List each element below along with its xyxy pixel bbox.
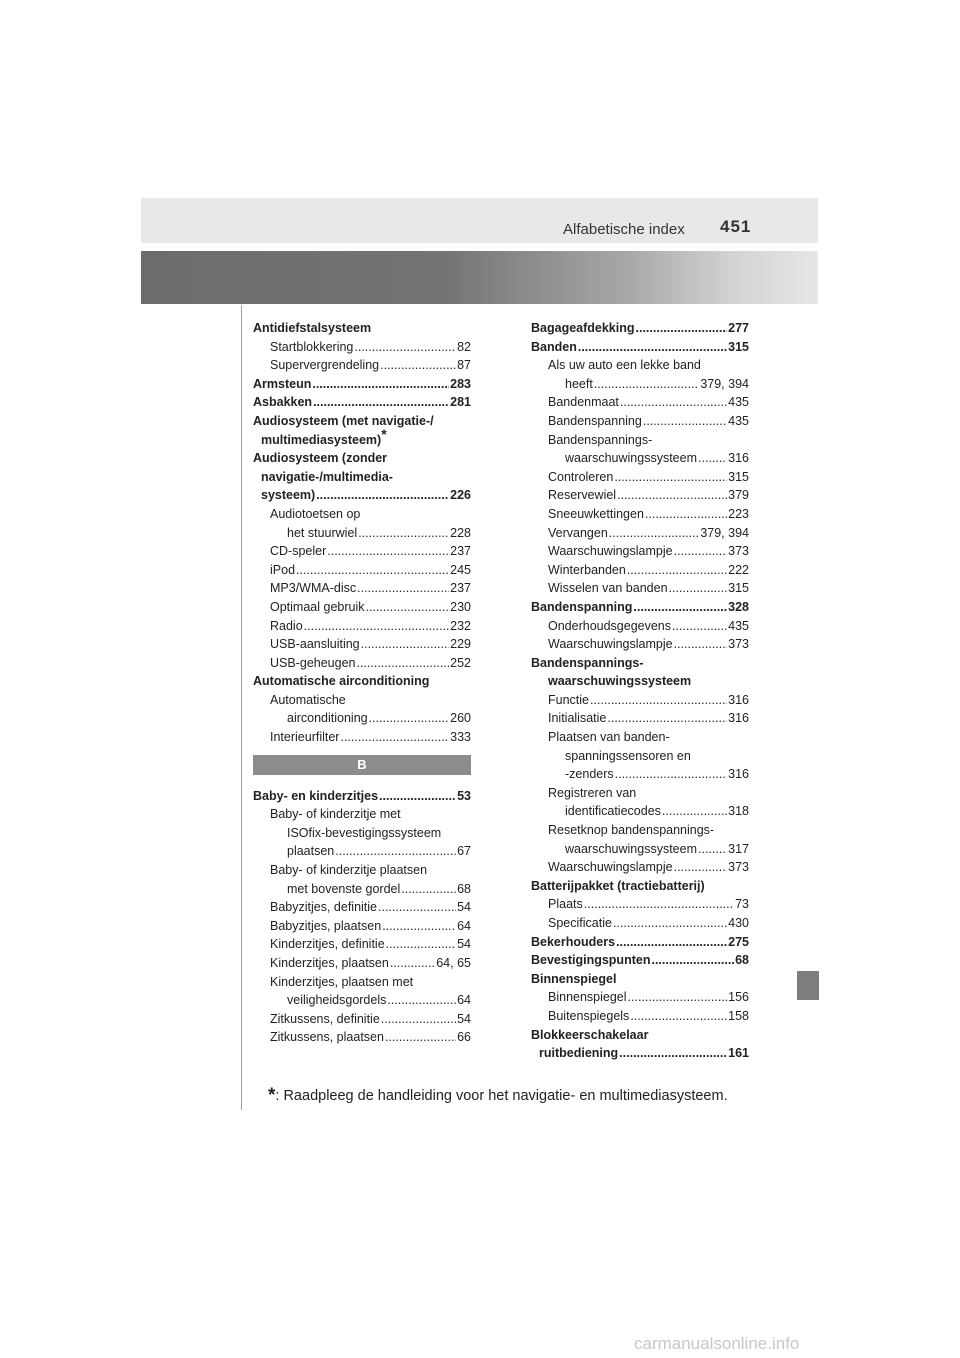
index-subentry: Registreren van [548,785,637,800]
index-heading-continued: multimediasysteem)* [261,425,387,447]
index-heading: Batterijpakket (tractiebatterij) [531,878,705,893]
index-entry[interactable]: USB-geheugen ..... 252 [253,654,471,673]
index-entry[interactable]: Controleren ..... 315 [531,468,749,487]
index-entry[interactable]: Banden ..... 315 [531,338,749,357]
index-entry[interactable]: Reservewiel ..... 379 [531,486,749,505]
index-entry[interactable]: Armsteun ..... 283 [253,375,471,394]
footnote-text: : Raadpleeg de handleiding voor het navigatie- en multimediasysteem. [275,1088,728,1104]
index-heading: Audiosysteem (met navigatie-/ [253,413,434,428]
footnote-asterisk: * [268,1085,276,1106]
index-entry[interactable]: Waarschuwingslampje ..... 373 [531,635,749,654]
index-heading: Audiosysteem (zonder [253,451,388,466]
index-entry[interactable]: het stuurwiel ..... 228 [253,524,471,543]
index-subentry: Kinderzitjes, plaatsen met [270,974,414,989]
index-entry[interactable]: met bovenste gordel ..... 68 [253,880,471,899]
index-subentry: Baby- of kinderzitje met [270,807,401,822]
index-entry[interactable]: Bandenmaat ..... 435 [531,393,749,412]
index-entry[interactable]: Startblokkering ..... 82 [253,338,471,357]
index-heading: Bandenspannings- [531,655,644,670]
index-heading: Binnenspiegel [531,971,617,986]
index-heading: Antidiefstalsysteem [253,321,372,335]
index-entry[interactable]: Optimaal gebruik ..... 230 [253,598,471,617]
index-subentry-continued: spanningssensoren en [565,748,691,763]
index-entry[interactable]: -zenders ..... 316 [531,765,749,784]
index-entry[interactable]: Kinderzitjes, definitie ..... 54 [253,935,471,954]
index-entry[interactable]: veiligheidsgordels ..... 64 [253,991,471,1010]
index-heading: Automatische airconditioning [253,674,430,689]
index-subentry: Bandenspannings- [548,432,653,447]
index-entry[interactable]: Babyzitjes, definitie ..... 54 [253,898,471,917]
index-entry[interactable]: Bandenspanning ..... 435 [531,412,749,431]
index-heading-continued: navigatie-/multimedia- [261,469,393,484]
section-letter-b: B [253,755,471,775]
index-entry[interactable]: waarschuwingssysteem ..... 317 [531,840,749,859]
index-entry[interactable]: airconditioning ..... 260 [253,709,471,728]
header-gradient-bar [141,251,818,304]
index-entry[interactable]: Baby- en kinderzitjes ..... 53 [253,787,471,806]
index-entry[interactable]: Winterbanden ..... 222 [531,561,749,580]
index-entry[interactable]: MP3/WMA-disc ..... 237 [253,579,471,598]
chapter-tab-marker [797,971,819,1000]
index-entry[interactable]: Initialisatie ..... 316 [531,709,749,728]
index-entry[interactable]: ruitbediening ..... 161 [531,1044,749,1063]
index-entry[interactable]: Zitkussens, plaatsen ..... 66 [253,1028,471,1047]
index-entry[interactable]: Buitenspiegels ..... 158 [531,1007,749,1026]
index-subentry: Audiotoetsen op [270,506,361,521]
index-subentry: Plaatsen van banden- [548,730,670,745]
index-subentry-continued: ISOfix-bevestigingssysteem [287,825,442,840]
index-entry[interactable]: Kinderzitjes, plaatsen ..... 64, 65 [253,954,471,973]
footnote [268,1085,728,1107]
page-title: Alfabetische index [563,221,685,238]
index-entry[interactable]: Waarschuwingslampje ..... 373 [531,542,749,561]
index-entry[interactable]: Asbakken ..... 281 [253,393,471,412]
index-entry[interactable]: Radio ..... 232 [253,617,471,636]
index-entry[interactable]: Wisselen van banden ..... 315 [531,579,749,598]
footnote-asterisk: * [381,425,387,442]
index-subentry: Resetknop bandenspannings- [548,823,715,838]
index-entry[interactable]: Bevestigingspunten ..... 68 [531,951,749,970]
page-number: 451 [720,217,752,236]
index-entry[interactable]: Specificatie ..... 430 [531,914,749,933]
index-entry[interactable]: iPod ..... 245 [253,561,471,580]
index-entry[interactable]: Sneeuwkettingen ..... 223 [531,505,749,524]
index-entry[interactable]: Bagageafdekking ..... 277 [531,319,749,338]
index-column-right [531,319,749,1063]
index-entry[interactable]: Binnenspiegel ..... 156 [531,988,749,1007]
index-subentry: Als uw auto een lekke band [548,358,701,373]
index-heading-continued: waarschuwingssysteem [548,674,692,689]
index-entry[interactable]: Babyzitjes, plaatsen ..... 64 [253,917,471,936]
index-heading: Blokkeerschakelaar [531,1027,649,1042]
watermark-text: carmanualsonline.info [634,1334,800,1353]
index-entry[interactable]: identificatiecodes ..... 318 [531,802,749,821]
header-bar [141,198,818,243]
index-entry[interactable]: USB-aansluiting ..... 229 [253,635,471,654]
index-entry[interactable]: Onderhoudsgegevens ..... 435 [531,617,749,636]
index-entry[interactable]: Waarschuwingslampje ..... 373 [531,858,749,877]
column-divider-line [241,305,242,1110]
index-entry[interactable]: heeft ..... 379, 394 [531,375,749,394]
index-entry[interactable]: Plaats ..... 73 [531,895,749,914]
index-column-left [253,319,471,1047]
index-entry[interactable]: Zitkussens, definitie ..... 54 [253,1010,471,1029]
index-entry[interactable]: Vervangen ..... 379, 394 [531,524,749,543]
index-entry[interactable]: Interieurfilter ..... 333 [253,728,471,747]
index-entry[interactable]: CD-speler ..... 237 [253,542,471,561]
index-entry[interactable]: Bandenspanning ..... 328 [531,598,749,617]
index-subentry: Automatische [270,692,346,707]
index-entry[interactable]: plaatsen ..... 67 [253,842,471,861]
index-entry[interactable]: Supervergrendeling ..... 87 [253,356,471,375]
index-entry[interactable]: systeem) ..... 226 [253,486,471,505]
index-entry[interactable]: waarschuwingssysteem ..... 316 [531,449,749,468]
index-subentry: Baby- of kinderzitje plaatsen [270,863,428,878]
index-entry[interactable]: Functie ..... 316 [531,691,749,710]
index-entry[interactable]: Bekerhouders ..... 275 [531,933,749,952]
